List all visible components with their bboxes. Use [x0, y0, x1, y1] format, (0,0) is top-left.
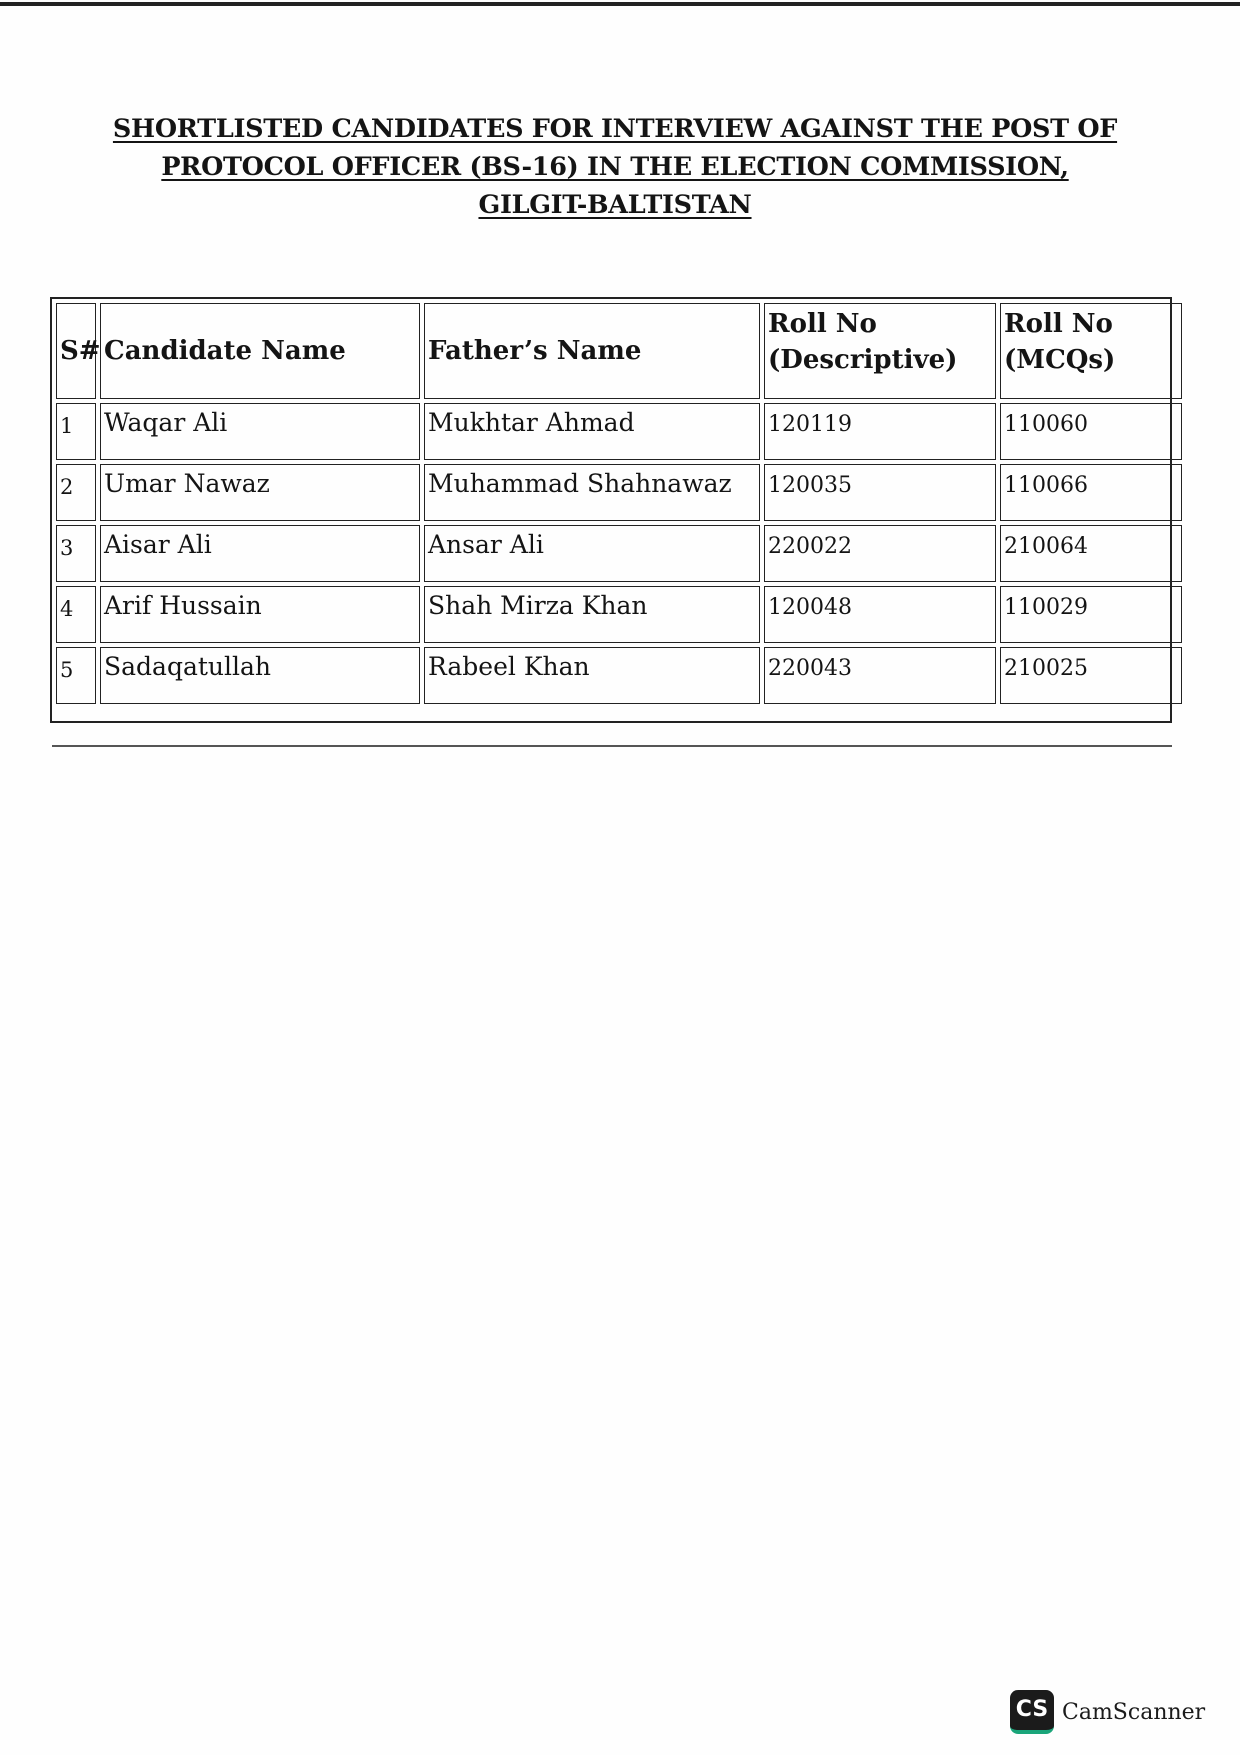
- cell-candidate-name: Arif Hussain: [100, 586, 420, 643]
- cell-sn: 5: [56, 647, 96, 704]
- cell-candidate-name: Sadaqatullah: [100, 647, 420, 704]
- table-row: [56, 403, 1182, 460]
- table-row: [56, 586, 1182, 643]
- cell-roll-descriptive: 220022: [764, 525, 996, 582]
- header-roll-descriptive-line2: (Descriptive): [768, 345, 958, 375]
- cell-roll-descriptive: 120119: [764, 403, 996, 460]
- header-sn: S#: [56, 303, 96, 399]
- top-border-rule: [0, 2, 1240, 6]
- camscanner-label: CamScanner: [1062, 1699, 1206, 1725]
- cell-roll-mcqs: 110066: [1000, 464, 1182, 521]
- cell-fathers-name: Mukhtar Ahmad: [424, 403, 760, 460]
- cell-candidate-name: Waqar Ali: [100, 403, 420, 460]
- camscanner-watermark: [1010, 1690, 1205, 1734]
- table-row: [56, 525, 1182, 582]
- cell-fathers-name: Rabeel Khan: [424, 647, 760, 704]
- cell-sn: 3: [56, 525, 96, 582]
- header-roll-mcqs-line1: Roll No: [1004, 309, 1113, 339]
- bottom-divider-rule: [52, 745, 1172, 747]
- title-line-1: SHORTLISTED CANDIDATES FOR INTERVIEW AGAINST THE POST OF: [112, 114, 1118, 144]
- header-roll-descriptive-line1: Roll No: [768, 309, 877, 339]
- header-roll-mcqs-line2: (MCQs): [1004, 345, 1116, 375]
- table-header-row: [56, 303, 1182, 399]
- cell-roll-mcqs: 210064: [1000, 525, 1182, 582]
- header-roll-descriptive: [764, 303, 996, 399]
- cell-roll-descriptive: 220043: [764, 647, 996, 704]
- cell-roll-mcqs: 210025: [1000, 647, 1182, 704]
- candidates-table: [52, 299, 1186, 708]
- cell-fathers-name: Ansar Ali: [424, 525, 760, 582]
- cell-candidate-name: Aisar Ali: [100, 525, 420, 582]
- camscanner-logo-icon: CS: [1010, 1690, 1054, 1734]
- cell-roll-mcqs: 110029: [1000, 586, 1182, 643]
- cell-fathers-name: Muhammad Shahnawaz: [424, 464, 760, 521]
- header-roll-mcqs: [1000, 303, 1182, 399]
- cell-roll-descriptive: 120035: [764, 464, 996, 521]
- cell-roll-descriptive: 120048: [764, 586, 996, 643]
- table-row: [56, 464, 1182, 521]
- header-fathers-name: Father’s Name: [424, 303, 760, 399]
- cell-roll-mcqs: 110060: [1000, 403, 1182, 460]
- cell-candidate-name: Umar Nawaz: [100, 464, 420, 521]
- cell-fathers-name: Shah Mirza Khan: [424, 586, 760, 643]
- candidates-table-frame: [50, 297, 1172, 723]
- header-candidate-name: Candidate Name: [100, 303, 420, 399]
- title-line-3: GILGIT-BALTISTAN: [478, 190, 752, 220]
- title-line-2: PROTOCOL OFFICER (BS-16) IN THE ELECTION COMMISSION,: [161, 152, 1069, 182]
- document-title: [50, 110, 1180, 224]
- cell-sn: 1: [56, 403, 96, 460]
- table-row: [56, 647, 1182, 704]
- cell-sn: 2: [56, 464, 96, 521]
- cell-sn: 4: [56, 586, 96, 643]
